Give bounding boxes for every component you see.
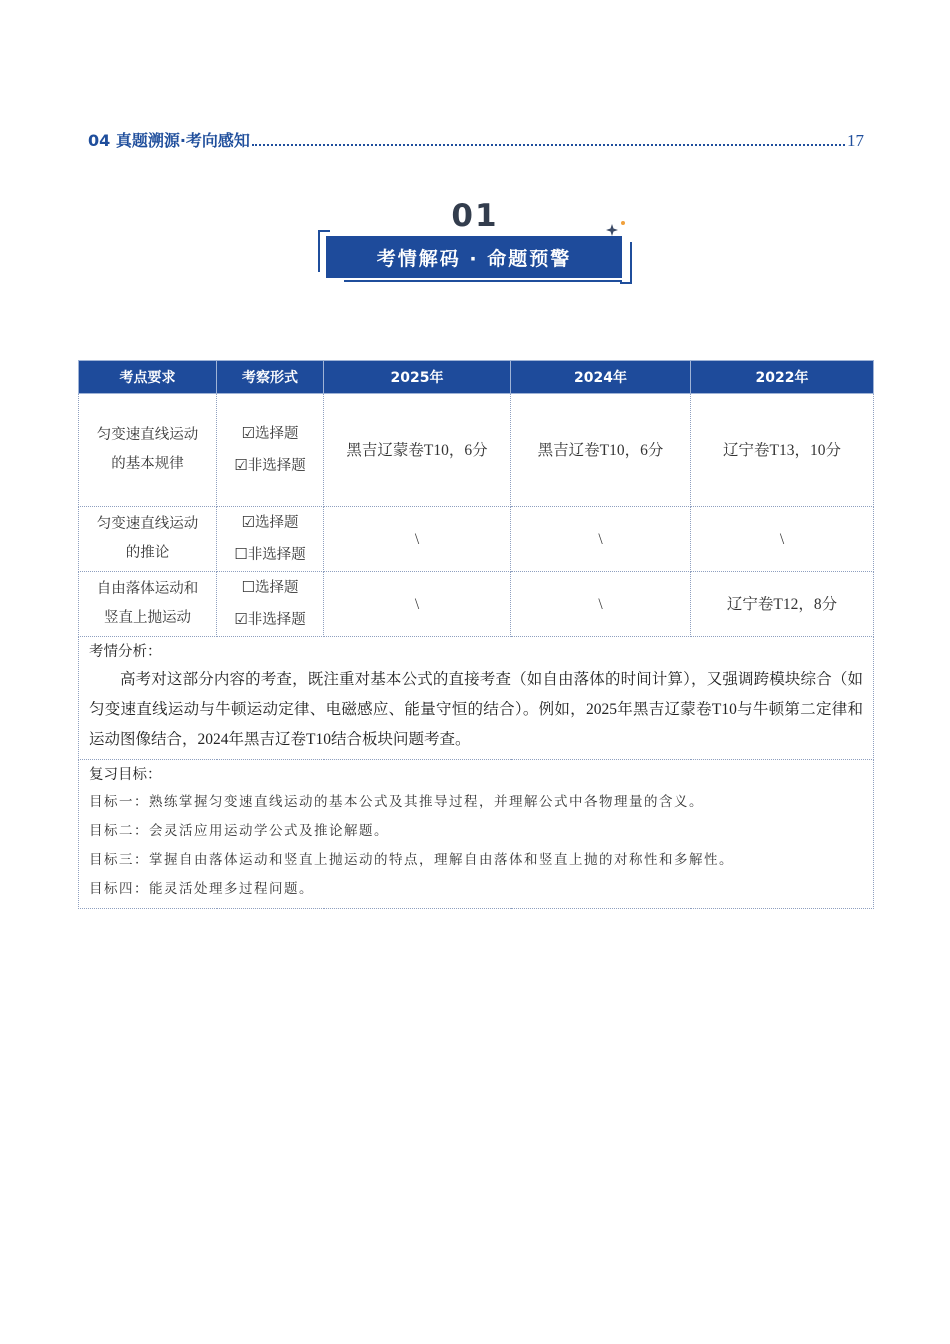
choice-label: 选择题 xyxy=(254,515,299,531)
topic-line: 匀变速直线运动 xyxy=(96,427,199,443)
sparkle-icon xyxy=(604,218,628,242)
cell-2024: \ xyxy=(511,507,691,572)
banner-underline xyxy=(344,280,622,282)
toc-entry[interactable] xyxy=(88,128,864,151)
topic-cell xyxy=(79,507,217,572)
header-2025: 2025年 xyxy=(324,361,511,394)
section-number: 01 xyxy=(451,198,499,234)
analysis-title: 考情分析： xyxy=(89,644,162,660)
checkbox-icon: ☑ xyxy=(241,424,255,442)
form-cell xyxy=(217,394,324,507)
analysis-cell xyxy=(79,637,874,760)
topic-cell xyxy=(79,394,217,507)
choice-label: 选择题 xyxy=(254,426,299,442)
section-banner xyxy=(318,230,632,284)
checkbox-icon: ☑ xyxy=(234,610,248,628)
goals-row xyxy=(79,760,874,909)
topic-line: 的基本规律 xyxy=(111,456,184,472)
nonchoice-label: 非选择题 xyxy=(247,547,306,563)
topic-line: 自由落体运动和 xyxy=(96,581,199,597)
goal-item: 目标一：熟练掌握匀变速直线运动的基本公式及其推导过程，并理解公式中各物理量的含义。 xyxy=(89,794,704,810)
header-2022: 2022年 xyxy=(691,361,874,394)
checkbox-icon: ☑ xyxy=(234,456,248,474)
toc-page-number: 17 xyxy=(847,131,864,150)
cell-2022: \ xyxy=(691,507,874,572)
nonchoice-label: 非选择题 xyxy=(247,458,306,474)
table-row xyxy=(79,572,874,637)
table-header-row xyxy=(79,361,874,394)
goals-title: 复习目标： xyxy=(89,767,162,783)
goals-cell xyxy=(79,760,874,909)
topic-line: 匀变速直线运动 xyxy=(96,516,199,532)
cell-2025: \ xyxy=(324,507,511,572)
form-cell xyxy=(217,572,324,637)
choice-label: 选择题 xyxy=(254,580,299,596)
topic-line: 竖直上抛运动 xyxy=(104,610,191,626)
nonchoice-label: 非选择题 xyxy=(247,612,306,628)
goal-item: 目标四：能灵活处理多过程问题。 xyxy=(89,881,314,897)
checkbox-icon: ☐ xyxy=(234,545,248,563)
table-row xyxy=(79,394,874,507)
analysis-row xyxy=(79,637,874,760)
cell-2022: 辽宁卷T12，8分 xyxy=(691,572,874,637)
cell-2024: \ xyxy=(511,572,691,637)
goal-item: 目标三：掌握自由落体运动和竖直上抛运动的特点，理解自由落体和竖直上抛的对称性和多解性。 xyxy=(89,852,734,868)
cell-2025: 黑吉辽蒙卷T10，6分 xyxy=(324,394,511,507)
cell-2022: 辽宁卷T13，10分 xyxy=(691,394,874,507)
header-requirement: 考点要求 xyxy=(79,361,217,394)
analysis-text: 高考对这部分内容的考查，既注重对基本公式的直接考查（如自由落体的时间计算），又强调跨模块综合（如匀变速直线运动与牛顿运动定律、电磁感应、能量守恒的结合）。例如，2025年黑吉辽蒙卷T10与牛顿第二定律和运动图像结合，2024年黑吉辽卷T10结合板块问题考查。 xyxy=(89,671,863,748)
toc-title[interactable]: 04 真题溯源·考向感知 xyxy=(88,131,250,150)
goal-item: 目标二：会灵活应用运动学公式及推论解题。 xyxy=(89,823,389,839)
topic-cell xyxy=(79,572,217,637)
toc-leader-dots xyxy=(252,143,845,146)
checkbox-icon: ☑ xyxy=(241,513,255,531)
form-cell xyxy=(217,507,324,572)
banner-title: 考情解码 · 命题预警 xyxy=(326,236,622,278)
header-2024: 2024年 xyxy=(511,361,691,394)
topic-line: 的推论 xyxy=(125,545,170,561)
exam-info-table xyxy=(78,360,874,909)
header-form: 考察形式 xyxy=(217,361,324,394)
cell-2024: 黑吉辽卷T10，6分 xyxy=(511,394,691,507)
cell-2025: \ xyxy=(324,572,511,637)
table-row xyxy=(79,507,874,572)
checkbox-icon: ☐ xyxy=(241,578,255,596)
